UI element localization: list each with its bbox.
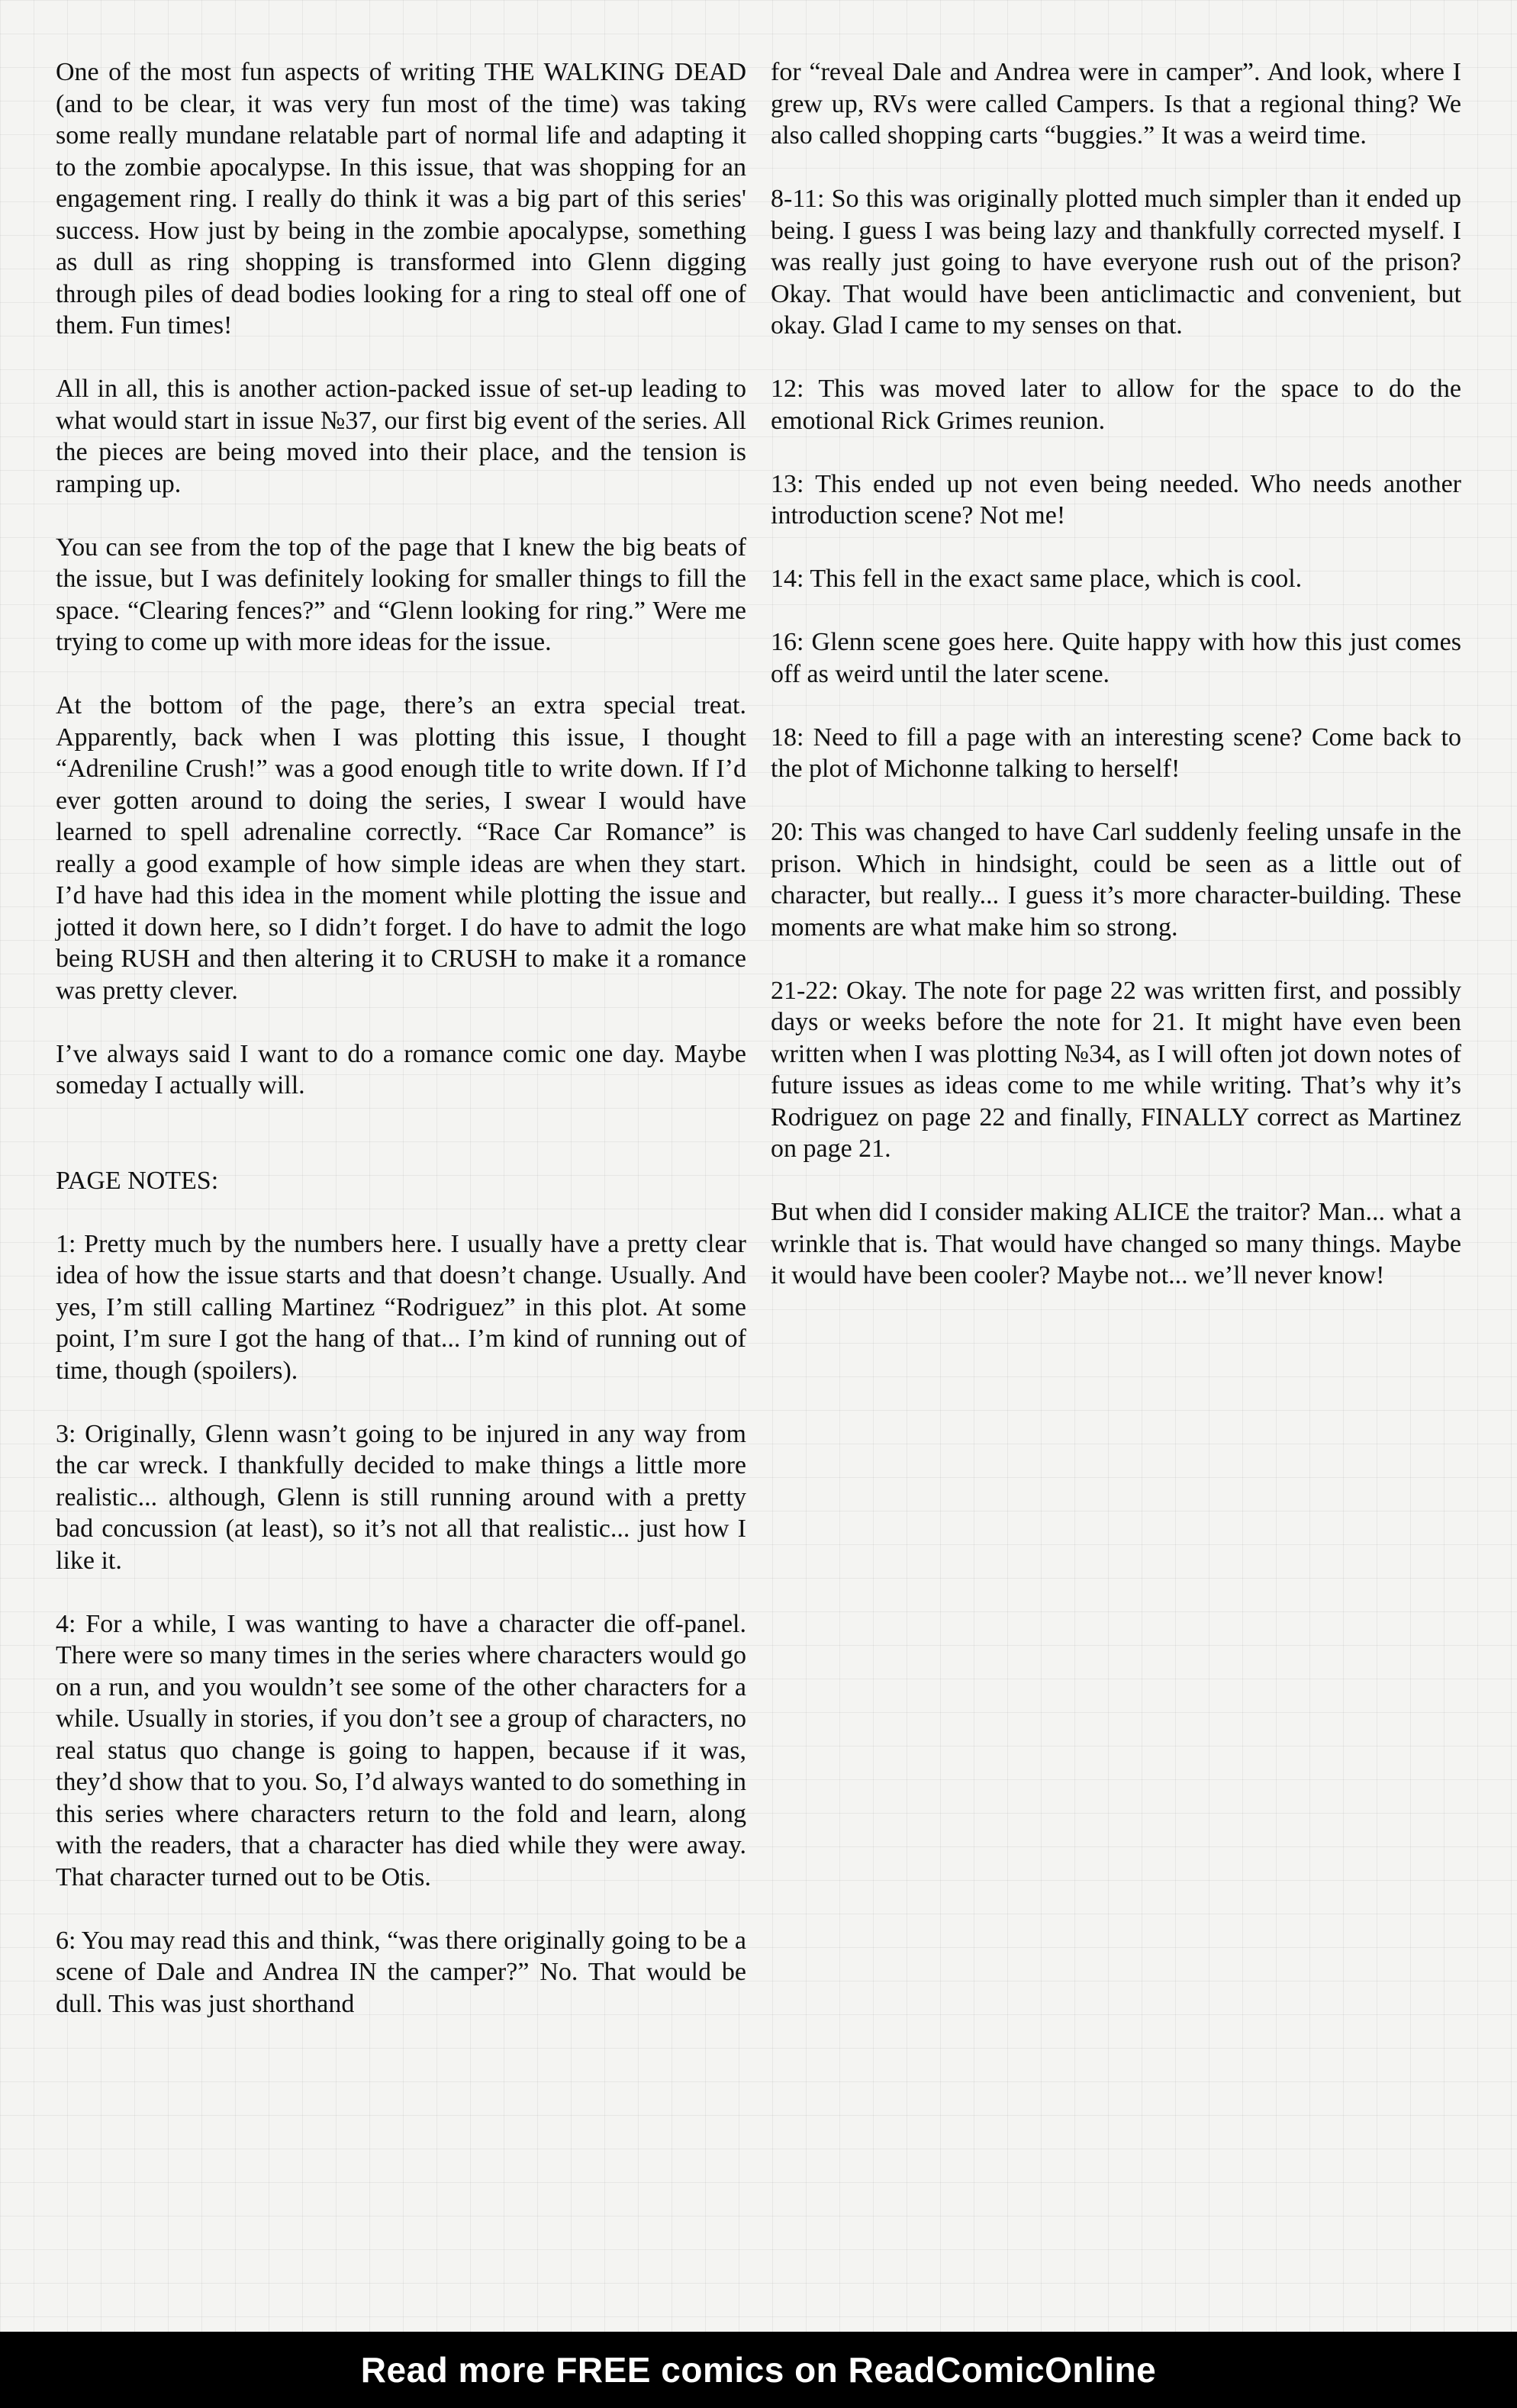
page-note-6-continued: for “reveal Dale and Andrea were in camper”. And look, where I grew up, RVs were called Campers. Is that a regional thing? We also called shopping carts “buggies.” It was a weird time. (771, 58, 1461, 150)
page-note-3: 3: Originally, Glenn wasn’t going to be injured in any way from the car wreck. I thankfully decided to make things a little more realistic... although, Glenn is still running around with a pretty bad concussion (at least), so it’s not all that realistic... just how I like it. (56, 1419, 746, 1575)
footer-banner[interactable] (0, 2332, 1517, 2408)
page-note-20: 20: This was changed to have Carl suddenly feeling unsafe in the prison. Which in hindsight, could be seen as a little out of character, but really... I guess it’s more character-building. These moments are what make him so strong. (771, 818, 1461, 942)
page-note-1: 1: Pretty much by the numbers here. I usually have a pretty clear idea of how the issue starts and that doesn’t change. Usually. And yes, I’m still calling Martinez “Rodriguez” in this plot. At some point, I’m sure I got the hang of that... I’m kind of running out of time, though (spoilers). (56, 1229, 746, 1385)
page-note-21-22: 21-22: Okay. The note for page 22 was written first, and possibly days or weeks before the note for 21. It might have even been written when I was plotting №34, as I will often jot down notes of future issues as ideas come to me while writing. That’s why it’s Rodriguez on page 22 and finally, FINALLY correct as Martinez on page 21. (771, 976, 1461, 1163)
right-column (771, 56, 1461, 1323)
page-note-18: 18: Need to fill a page with an interesting scene? Come back to the plot of Michonne talking to herself! (771, 723, 1461, 783)
page-note-14: 14: This fell in the exact same place, which is cool. (771, 565, 1303, 593)
page-notes-heading: PAGE NOTES: (56, 1166, 219, 1195)
intro-paragraph-4: At the bottom of the page, there’s an extra special treat. Apparently, back when I was plotting this issue, I thought “Adreniline Crush!” was a good enough title to write down. If I’d ever gotten around to doing the series, I swear I would have learned to spell adrenaline correctly. “Race Car Romance” is really a good example of how simple ideas are when they start. I’d have had this idea in the moment while plotting the issue and jotted it down here, so I didn’t forget. I do have to admit the logo being RUSH and then altering it to CRUSH to make it a romance was pretty clever. (56, 691, 746, 1005)
intro-paragraph-3: You can see from the top of the page that I knew the big beats of the issue, but I was definitely looking for smaller things to fill the space. “Clearing fences?” and “Glenn looking for ring.” Were me trying to come up with more ideas for the issue. (56, 533, 746, 656)
footer-link-text[interactable]: Read more FREE comics on ReadComicOnline (360, 2350, 1157, 2390)
closing-paragraph: But when did I consider making ALICE the traitor? Man... what a wrinkle that is. That would have changed so many things. Maybe it would have been cooler? Maybe not... we’ll never know! (771, 1198, 1461, 1289)
intro-paragraph-2: All in all, this is another action-packed issue of set-up leading to what would start in issue №37, our first big event of the series. All the pieces are being moved into their place, and the tension is ramping up. (56, 375, 746, 498)
left-column (56, 56, 746, 2052)
intro-paragraph-5: I’ve always said I want to do a romance comic one day. Maybe someday I actually will. (56, 1039, 746, 1099)
page-note-13: 13: This ended up not even being needed. Who needs another introduction scene? Not me! (771, 469, 1461, 530)
page-note-8-11: 8-11: So this was originally plotted much simpler than it ended up being. I guess I was being lazy and thankfully corrected myself. I was really just going to have everyone rush out of the prison? Okay. That would have been anticlimactic and convenient, but okay. Glad I came to my senses on that. (771, 185, 1461, 340)
page-note-16: 16: Glenn scene goes here. Quite happy with how this just comes off as weird until the later scene. (771, 628, 1461, 688)
page-note-12: 12: This was moved later to allow for the space to do the emotional Rick Grimes reunion. (771, 375, 1461, 435)
intro-paragraph-1: One of the most fun aspects of writing THE WALKING DEAD (and to be clear, it was very fun most of the time) was taking some really mundane relatable part of normal life and adapting it to the zombie apocalypse. In this issue, that was shopping for an engagement ring. I really do think it was a big part of this series' success. How just by being in the zombie apocalypse, something as dull as ring shopping is transformed into Glenn digging through piles of dead bodies looking for a ring to steal off one of them. Fun times! (56, 58, 746, 340)
page-note-4: 4: For a while, I was wanting to have a character die off-panel. There were so many times in the series where characters would go on a run, and you wouldn’t see some of the other characters for a while. Usually in stories, if you don’t see a group of characters, no real status quo change is going to happen, because if it was, they’d show that to you. So, I’d always wanted to do something in this series where characters return to the fold and learn, along with the readers, that a character has died while they were away. That character turned out to be Otis. (56, 1609, 746, 1891)
page-note-6: 6: You may read this and think, “was there originally going to be a scene of Dale and Andrea IN the camper?” No. That would be dull. This was just shorthand (56, 1926, 746, 2018)
